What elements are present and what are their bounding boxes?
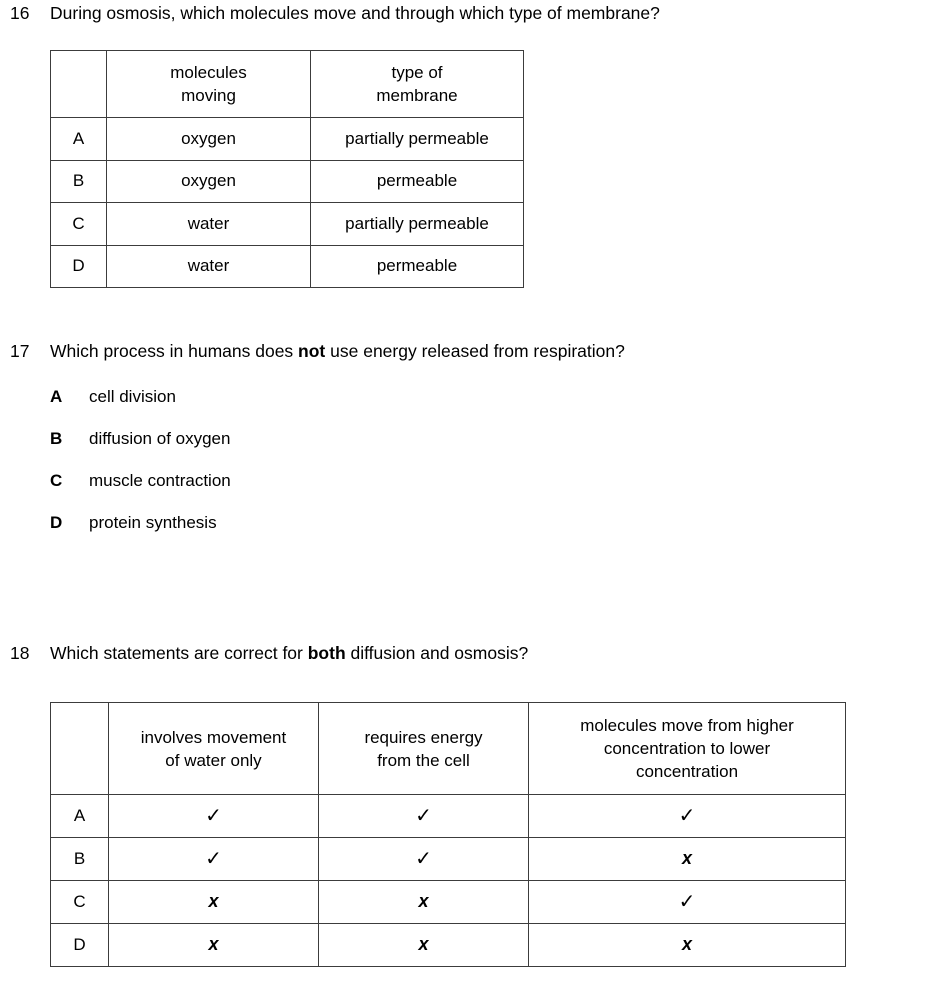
- table-row[interactable]: [51, 838, 846, 881]
- q18-cell-molecules-move: [529, 924, 846, 967]
- q18-header-blank: [51, 703, 109, 795]
- q16-header-molecules-moving-line2: moving: [181, 86, 236, 105]
- option-row-c[interactable]: [50, 470, 231, 512]
- q18-row-letter: C: [51, 881, 109, 924]
- cross-icon: x: [681, 848, 692, 868]
- table-row[interactable]: [51, 881, 846, 924]
- table-row[interactable]: [51, 924, 846, 967]
- q16-cell-molecules-moving: oxygen: [107, 160, 311, 203]
- q16-row-letter: C: [51, 203, 107, 246]
- tick-icon: ✓: [678, 804, 696, 827]
- q18-cell-molecules-move: [529, 881, 846, 924]
- q18-header-involves-movement-of-water-only: [109, 703, 319, 795]
- question-18-text-prefix: Which statements are correct for: [50, 643, 308, 663]
- q18-header-col3-line3: concentration: [635, 762, 739, 781]
- question-16-number: 16: [10, 3, 30, 23]
- q18-cell-involves-movement: [109, 881, 319, 924]
- option-letter-a: A: [50, 387, 63, 406]
- table-row[interactable]: [51, 160, 524, 203]
- table-header-row: [51, 51, 524, 118]
- tick-icon: ✓: [205, 804, 222, 827]
- q18-header-col1-line2: of water only: [165, 750, 262, 770]
- tick-icon: ✓: [205, 847, 222, 870]
- cross-icon: x: [418, 934, 429, 954]
- option-row-b[interactable]: [50, 428, 231, 470]
- q16-cell-molecules-moving: oxygen: [107, 118, 311, 161]
- q16-header-type-of-membrane: [311, 51, 524, 118]
- q16-header-molecules-moving-line1: molecules: [170, 63, 247, 82]
- question-18-emphasis: both: [307, 643, 346, 663]
- q18-row-letter: A: [51, 795, 109, 838]
- q18-header-col3-line1: molecules move from higher: [580, 716, 794, 735]
- option-letter-c: C: [50, 471, 63, 490]
- q18-header-col2-line1: requires energy: [364, 727, 483, 747]
- question-18-text-suffix: diffusion and osmosis?: [345, 643, 529, 663]
- question-16-heading: [10, 2, 660, 24]
- option-letter-b: B: [50, 429, 63, 448]
- question-18-text: [50, 642, 528, 664]
- q16-row-letter: B: [51, 160, 107, 203]
- tick-icon: ✓: [415, 847, 432, 870]
- table-row[interactable]: [51, 118, 524, 161]
- question-16-options-table: [50, 50, 524, 288]
- tick-icon: ✓: [415, 804, 432, 827]
- question-16-text: [50, 2, 660, 24]
- option-row-d[interactable]: [50, 512, 231, 554]
- q18-cell-requires-energy: [319, 795, 529, 838]
- q16-header-type-of-membrane-line2: membrane: [376, 86, 458, 105]
- option-text-c: muscle contraction: [89, 471, 231, 490]
- q18-cell-requires-energy: [319, 881, 529, 924]
- table-header-row: [51, 703, 846, 795]
- q18-header-col3-line2: concentration to lower: [603, 739, 771, 758]
- q18-cell-involves-movement: [109, 795, 319, 838]
- question-17-emphasis: not: [298, 341, 326, 361]
- q18-cell-molecules-move: [529, 838, 846, 881]
- cross-icon: x: [208, 934, 219, 954]
- question-17-heading: [10, 340, 625, 362]
- table-row[interactable]: [51, 203, 524, 246]
- q18-header-col1-line1: involves movement: [140, 727, 287, 747]
- q16-cell-type-of-membrane: permeable: [311, 160, 524, 203]
- question-17-text: [50, 340, 625, 362]
- q16-header-blank: [51, 51, 107, 118]
- option-text-d: protein synthesis: [89, 513, 217, 532]
- question-17-text-prefix: Which process in humans does: [50, 341, 299, 361]
- question-18-options-table: [50, 702, 846, 967]
- table-row[interactable]: [51, 245, 524, 288]
- cross-icon: x: [208, 891, 219, 911]
- q18-row-letter: D: [51, 924, 109, 967]
- q18-cell-involves-movement: [109, 838, 319, 881]
- q16-cell-molecules-moving: water: [107, 203, 311, 246]
- q18-cell-molecules-move: [529, 795, 846, 838]
- q18-row-letter: B: [51, 838, 109, 881]
- table-row[interactable]: [51, 795, 846, 838]
- q18-header-col2-line2: from the cell: [377, 750, 470, 770]
- question-17-number: 17: [10, 341, 30, 361]
- q16-row-letter: A: [51, 118, 107, 161]
- option-letter-d: D: [50, 513, 63, 532]
- q16-cell-type-of-membrane: partially permeable: [311, 203, 524, 246]
- q16-header-molecules-moving: [107, 51, 311, 118]
- q18-header-molecules-move-higher-to-lower: [529, 703, 846, 795]
- q16-cell-type-of-membrane: permeable: [311, 245, 524, 288]
- q18-header-requires-energy-from-the-cell: [319, 703, 529, 795]
- q16-cell-type-of-membrane: partially permeable: [311, 118, 524, 161]
- cross-icon: x: [681, 934, 692, 954]
- option-row-a[interactable]: [50, 386, 231, 428]
- option-text-b: diffusion of oxygen: [89, 429, 231, 448]
- q16-row-letter: D: [51, 245, 107, 288]
- q18-cell-requires-energy: [319, 838, 529, 881]
- q18-cell-requires-energy: [319, 924, 529, 967]
- question-16-text-prefix: During osmosis, which molecules move and through which type of membrane?: [50, 3, 660, 23]
- tick-icon: ✓: [678, 890, 696, 913]
- question-18-heading: [10, 642, 528, 664]
- option-text-a: cell division: [89, 387, 176, 406]
- q18-cell-involves-movement: [109, 924, 319, 967]
- question-18-number: 18: [10, 643, 30, 663]
- q16-cell-molecules-moving: water: [107, 245, 311, 288]
- question-17-text-suffix: use energy released from respiration?: [325, 341, 625, 361]
- question-17-option-list: [50, 386, 231, 554]
- q16-header-type-of-membrane-line1: type of: [391, 63, 443, 82]
- cross-icon: x: [418, 891, 429, 911]
